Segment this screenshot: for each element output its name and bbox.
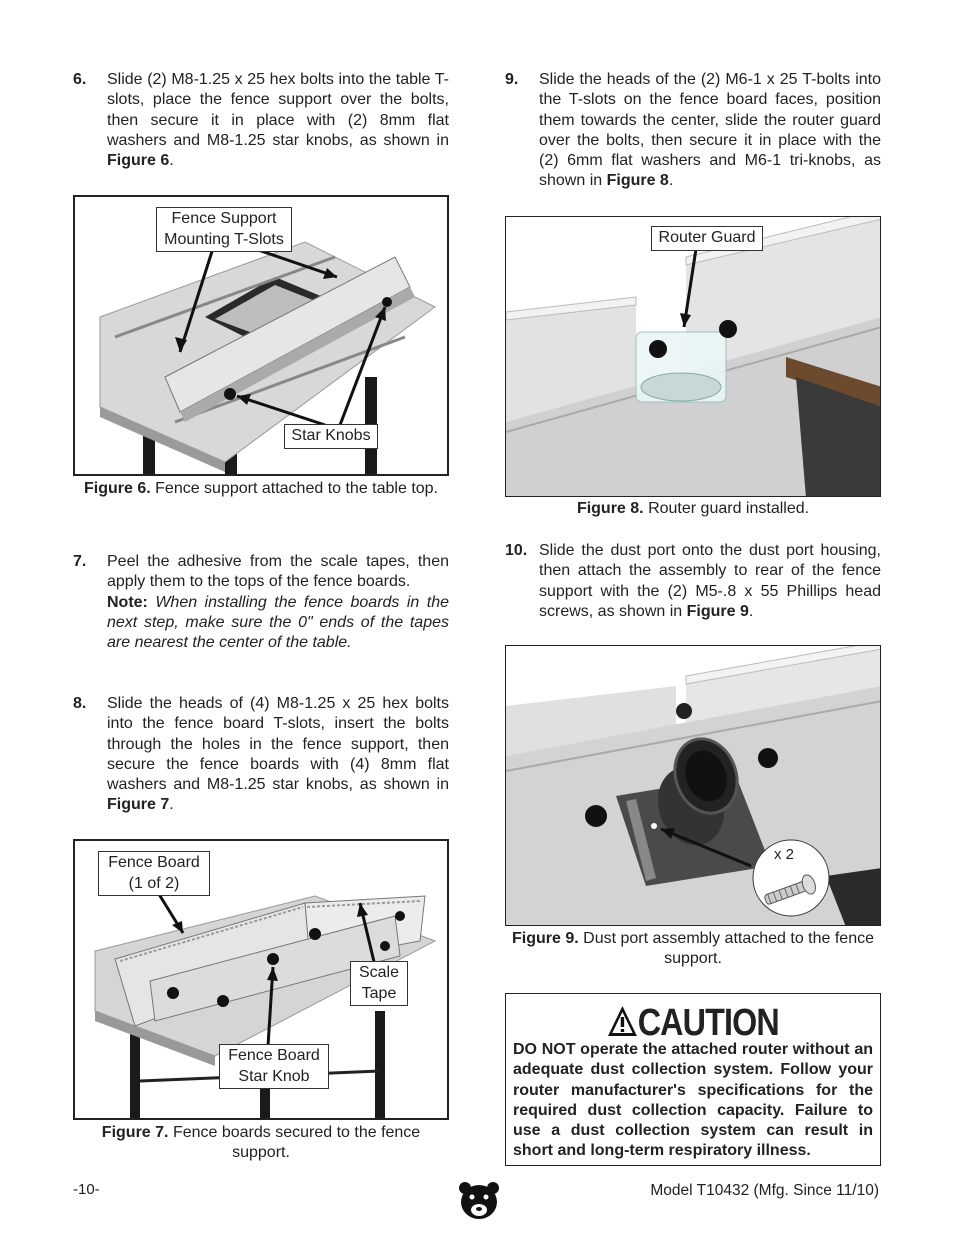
step-text: Slide (2) M8-1.25 x 25 hex bolts into the table T-slots, place the fence support over the bolts, then secure it in place with (2) 8mm flat washers and M8-1.25 star knobs, as shown in — [107, 71, 449, 149]
figure-ref: Figure 8 — [606, 172, 669, 190]
step-number: 7. — [73, 553, 87, 570]
callout-star-knobs: Star Knobs — [284, 424, 378, 449]
figure-8-photo — [506, 217, 881, 497]
callout-quantity: x 2 — [774, 846, 795, 863]
step-number: 9. — [505, 71, 519, 88]
step-text: Slide the heads of the (2) M6-1 x 25 T-bolts into the T-slots on the fence board faces, position them towards the center, slide the router guard over the bolts, then secure it in place with the (2) 6mm flat washers and M6-1 tri-knobs, as shown in — [539, 71, 881, 190]
step-text: Peel the adhesive from the scale tapes, then apply them to the tops of the fence boards. — [107, 553, 449, 591]
figure-7-caption: Figure 7. Fence boards secured to the fence support. — [101, 1124, 421, 1162]
figure-6-caption: Figure 6. Fence support attached to the table top. — [84, 480, 438, 497]
figure-ref: Figure 7 — [107, 796, 170, 814]
warning-triangle-icon — [607, 1005, 638, 1037]
figure-ref: Figure 9 — [686, 602, 749, 620]
callout-fence-board-star-knob: Fence Board Star Knob — [219, 1044, 329, 1089]
step-10: 10. Slide the dust port onto the dust port housing, then attach the assembly to rear of the fence support with the (2) M5-.8 x 55 Phillips head screws, as shown in Figure 9. — [505, 542, 881, 620]
callout-fence-board: Fence Board (1 of 2) — [98, 851, 210, 896]
bear-logo-icon — [457, 1180, 501, 1220]
figure-9-photo — [506, 646, 881, 926]
step-7 — [73, 552, 449, 653]
caution-box — [505, 993, 881, 1166]
callout-router-guard: Router Guard — [651, 226, 763, 251]
figure-7 — [73, 839, 449, 1120]
model-label: Model T10432 (Mfg. Since 11/10) — [650, 1182, 879, 1199]
step-8: 8. Slide the heads of (4) M8-1.25 x 25 hex bolts into the fence board T-slots, insert the bolts through the holes in the fence support, then secure the fence boards with (4) 8mm flat washers and M8-1.25 star knobs, as shown in Figure 7. — [73, 695, 449, 814]
callout-scale-tape: Scale Tape — [350, 961, 408, 1006]
figure-9-caption: Figure 9. Dust port assembly attached to the fence support. — [512, 930, 874, 968]
figure-9 — [505, 645, 881, 926]
figure-8 — [505, 216, 881, 497]
figure-ref: Figure 6 — [107, 152, 170, 170]
step-text: Slide the dust port onto the dust port housing, then attach the assembly to rear of the fence support with the (2) M5-.8 x 55 Phillips head screws, as shown in — [539, 542, 881, 620]
step-9: 9. Slide the heads of the (2) M6-1 x 25 T-bolts into the T-slots on the fence board faces, position them towards the center, slide the router guard over the bolts, then secure it in place with the (2) 6mm flat washers and M6-1 tri-knobs, as shown in Figure 8. — [505, 71, 881, 190]
callout-fence-support-slots: Fence Support Mounting T-Slots — [156, 207, 292, 252]
step-number: 6. — [73, 71, 87, 88]
step-number: 8. — [73, 695, 87, 712]
step-number: 10. — [505, 542, 528, 559]
page-number: -10- — [73, 1181, 100, 1198]
step-text: Slide the heads of (4) M8-1.25 x 25 hex bolts into the fence board T-slots, insert the bolts through the holes in the fence support, then secure the fence boards with (4) 8mm flat washers and M8-1.25 star knobs, as shown in — [107, 695, 449, 794]
step-6: 6. Slide (2) M8-1.25 x 25 hex bolts into the table T-slots, place the fence support over the bolts, then secure it in place with (2) 8mm flat washers and M8-1.25 star knobs, as shown in Figure 6. — [73, 71, 449, 170]
figure-8-caption: Figure 8. Router guard installed. — [576, 500, 810, 517]
caution-text: DO NOT operate the attached router without an adequate dust collection system. Follow your router manufacturer's specifications for the required dust collection capacity. Failure to use a dust collection system can result in short and long-term respiratory illness. — [513, 1041, 873, 1160]
figure-6 — [73, 195, 449, 476]
step-note: Note: When installing the fence boards in the next step, make sure the 0" ends of the tapes are nearest the center of the table. — [107, 593, 449, 652]
caution-title: CAUTION — [534, 1002, 852, 1045]
